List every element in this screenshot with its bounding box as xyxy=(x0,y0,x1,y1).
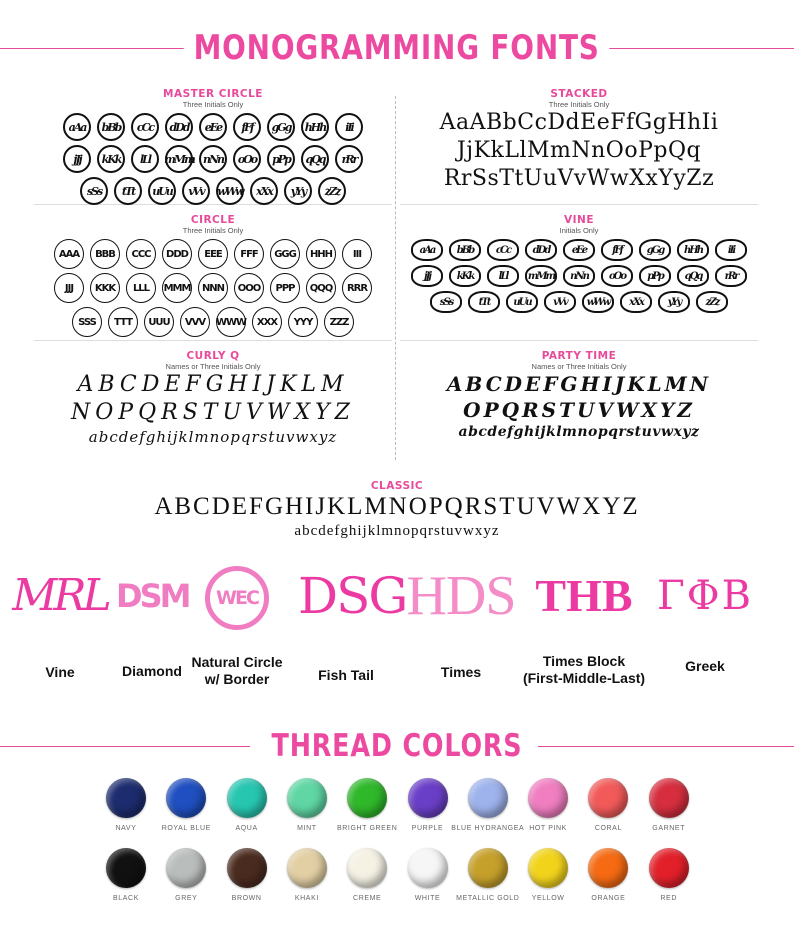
thread-swatch-coral xyxy=(578,778,638,832)
thread-spool-icon xyxy=(166,848,206,888)
thread-swatch-aqua xyxy=(217,778,277,832)
monogram-sample: cCc xyxy=(131,113,159,141)
thread-swatch-white xyxy=(398,848,458,902)
thread-spool-icon xyxy=(408,778,448,818)
monogram-sample: iIi xyxy=(715,239,747,261)
alphabet-row: AaABbCcDdEeFfGgHhIi xyxy=(439,110,719,135)
monogram-sample: ZZZ xyxy=(324,307,354,337)
thread-swatch-metallic-gold xyxy=(458,848,518,902)
monogram-sample: zZz xyxy=(696,291,728,313)
font-subtitle: Three Initials Only xyxy=(182,100,244,109)
font-master-circle xyxy=(34,88,392,205)
sample-art: ΓΦΒ xyxy=(657,573,753,619)
thread-color-name: ORANGE xyxy=(591,895,626,902)
monogram-sample: oOo xyxy=(601,265,633,287)
monogram-sample: tTt xyxy=(114,177,142,205)
alphabet-row: JjKkLlMmNnOoPpQq xyxy=(456,138,702,163)
monogram-sample: lLl xyxy=(487,265,519,287)
grid-vertical-divider xyxy=(395,96,396,460)
thread-spool-icon xyxy=(468,778,508,818)
monogram-sample: gGg xyxy=(267,113,295,141)
thread-swatch-creme xyxy=(337,848,397,902)
font-title: STACKED xyxy=(550,88,608,100)
thread-color-name: CORAL xyxy=(594,825,622,832)
monogram-sample: UUU xyxy=(144,307,174,337)
monogram-sample: nNn xyxy=(199,145,227,173)
monogram-sample: QQQ xyxy=(306,273,336,303)
grid-divider xyxy=(400,340,758,341)
thread-colors-title: THREAD COLORS xyxy=(262,726,533,766)
monogram-sample: sSs xyxy=(430,291,462,313)
thread-swatch-black xyxy=(96,848,156,902)
thread-spool-icon xyxy=(347,778,387,818)
thread-color-name: GREY xyxy=(175,895,198,902)
font-title: PARTY TIME xyxy=(541,350,617,362)
thread-color-name: WHITE xyxy=(414,895,441,902)
classic-lowercase: abcdefghijklmnopqrstuvwxyz xyxy=(294,523,500,539)
monogram-sample: pPp xyxy=(267,145,295,173)
monogram-sample: NNN xyxy=(198,273,228,303)
thread-spool-icon xyxy=(227,848,267,888)
monogram-sample: xXx xyxy=(250,177,278,205)
monogram-sample: rRr xyxy=(715,265,747,287)
font-subtitle: Names or Three Initials Only xyxy=(531,362,627,371)
sample-art: DSG xyxy=(298,567,407,625)
thread-swatch-royal-blue xyxy=(156,778,216,832)
monogram-sample: iIi xyxy=(335,113,363,141)
thread-color-name: KHAKI xyxy=(294,895,319,902)
monogram-sample: sSs xyxy=(80,177,108,205)
alphabet-row: abcdefghijklmnopqrstuvwxyz xyxy=(458,424,700,440)
header-rule-left xyxy=(0,746,250,747)
monogram-sample: eEe xyxy=(199,113,227,141)
font-title: CURLY Q xyxy=(186,350,240,362)
thread-spool-icon xyxy=(227,778,267,818)
font-title: MASTER CIRCLE xyxy=(163,88,263,100)
monogram-sample: CCC xyxy=(126,239,156,269)
monogram-sample: kKk xyxy=(97,145,125,173)
thread-swatch-orange xyxy=(578,848,638,902)
thread-swatch-hot-pink xyxy=(518,778,578,832)
thread-swatch-purple xyxy=(398,778,458,832)
sample-times xyxy=(402,560,520,680)
grid-divider xyxy=(400,204,758,205)
sample-fish-tail xyxy=(298,560,407,683)
monogram-sample: yYy xyxy=(284,177,312,205)
thread-swatch-red xyxy=(639,848,699,902)
monogram-sample: VVV xyxy=(180,307,210,337)
thread-swatch-brown xyxy=(217,848,277,902)
monogram-sample: fFf xyxy=(601,239,633,261)
font-grid xyxy=(34,88,764,460)
thread-spool-icon xyxy=(588,848,628,888)
thread-color-name: RED xyxy=(660,895,677,902)
monogram-sample: lLl xyxy=(131,145,159,173)
thread-colors-header xyxy=(0,726,794,766)
monogram-sample: KKK xyxy=(90,273,120,303)
thread-swatch-navy xyxy=(96,778,156,832)
alphabet-row: RrSsTtUuVvWwXxYyZz xyxy=(443,166,715,191)
thread-spool-icon xyxy=(649,778,689,818)
thread-spool-icon xyxy=(528,848,568,888)
monogram-sample: tTt xyxy=(468,291,500,313)
thread-swatch-bright-green xyxy=(337,778,397,832)
monogram-sample: BBB xyxy=(90,239,120,269)
circle-samples xyxy=(34,239,392,337)
thread-color-name: ROYAL BLUE xyxy=(161,825,211,832)
font-classic xyxy=(0,480,794,540)
sample-natural-circle xyxy=(191,566,283,687)
font-title: CLASSIC xyxy=(370,480,424,492)
thread-swatch-mint xyxy=(277,778,337,832)
monogram-sample: GGG xyxy=(270,239,300,269)
sample-vine xyxy=(10,560,110,680)
monogram-sample: dDd xyxy=(165,113,193,141)
font-stacked xyxy=(400,88,758,193)
monogram-sample: OOO xyxy=(234,273,264,303)
monogram-sample: AAA xyxy=(54,239,84,269)
monogram-sample: vVv xyxy=(182,177,210,205)
sample-art: MRL xyxy=(12,570,108,621)
thread-color-name: BRIGHT GREEN xyxy=(337,825,398,832)
font-subtitle: Initials Only xyxy=(559,226,599,235)
master-circle-samples xyxy=(34,113,392,205)
monogram-row xyxy=(34,307,392,337)
thread-color-name: PURPLE xyxy=(411,825,444,832)
monogram-sample: SSS xyxy=(72,307,102,337)
sample-label: Natural Circle w/ Border xyxy=(191,654,283,687)
monogram-sample: nNn xyxy=(563,265,595,287)
monogram-sample: JJJ xyxy=(54,273,84,303)
monogram-row xyxy=(400,265,758,287)
thread-color-name: BROWN xyxy=(231,895,262,902)
monogram-sample: bBb xyxy=(97,113,125,141)
font-title: VINE xyxy=(564,214,594,226)
alphabet-row: NOPQRSTUVWXYZ xyxy=(71,400,355,425)
monogram-sample: RRR xyxy=(342,273,372,303)
thread-swatch-garnet xyxy=(639,778,699,832)
monogram-row xyxy=(34,145,392,173)
alphabet-row: abcdefghijklmnopqrstuvwxyz xyxy=(88,428,338,446)
sample-art: DSM xyxy=(116,577,189,615)
monogram-sample: FFF xyxy=(234,239,264,269)
alphabet-row: OPQRSTUVWXYZ xyxy=(463,398,695,422)
monogram-row xyxy=(34,239,392,269)
thread-color-name: BLACK xyxy=(113,895,139,902)
monogram-sample: YYY xyxy=(288,307,318,337)
sample-times-block xyxy=(522,560,646,686)
sample-art: HDS xyxy=(406,565,516,627)
sample-art: WEC xyxy=(216,587,258,609)
monogram-sample: aAa xyxy=(411,239,443,261)
sample-greek xyxy=(650,560,760,674)
font-party-time xyxy=(400,350,758,441)
monogram-sample: WWW xyxy=(216,307,246,337)
sample-label: Diamond xyxy=(122,663,182,679)
font-circle xyxy=(34,214,392,337)
font-subtitle: Three Initials Only xyxy=(548,100,610,109)
monogram-row xyxy=(400,291,758,313)
monogram-sample: vVv xyxy=(544,291,576,313)
sample-label: Times xyxy=(440,664,482,680)
sample-label: Greek xyxy=(685,658,725,674)
sample-label: Fish Tail xyxy=(318,667,374,683)
font-vine xyxy=(400,214,758,313)
thread-color-name: YELLOW xyxy=(531,895,565,902)
sample-label: Vine xyxy=(45,664,75,680)
monogramming-fonts-header xyxy=(0,26,794,70)
monogram-sample: uUu xyxy=(506,291,538,313)
monogram-sample: kKk xyxy=(449,265,481,287)
monogram-sample: mMm xyxy=(525,265,557,287)
classic-uppercase: ABCDEFGHIJKLMNOPQRSTUVWXYZ xyxy=(154,493,640,520)
thread-color-name: BLUE HYDRANGEA xyxy=(451,825,525,832)
monogram-row xyxy=(34,273,392,303)
monogram-sample: jJj xyxy=(63,145,91,173)
monogram-sample: hHh xyxy=(301,113,329,141)
thread-color-name: CREME xyxy=(353,895,382,902)
thread-spool-icon xyxy=(166,778,206,818)
monogram-sample: EEE xyxy=(198,239,228,269)
thread-spool-icon xyxy=(347,848,387,888)
monogram-sample: DDD xyxy=(162,239,192,269)
monogram-sample: hHh xyxy=(677,239,709,261)
thread-color-name: AQUA xyxy=(235,825,258,832)
sample-label: Times Block (First-Middle-Last) xyxy=(522,653,646,686)
monogram-sample: jJj xyxy=(411,265,443,287)
monogram-sample: fFf xyxy=(233,113,261,141)
thread-swatch-khaki xyxy=(277,848,337,902)
monogram-sample: xXx xyxy=(620,291,652,313)
thread-swatch-yellow xyxy=(518,848,578,902)
monogram-sample: mMm xyxy=(165,145,193,173)
sample-diamond xyxy=(116,560,189,679)
monogram-sample: HHH xyxy=(306,239,336,269)
grid-divider xyxy=(34,340,392,341)
thread-swatch-blue-hydrangea xyxy=(451,778,525,832)
monogram-sample: PPP xyxy=(270,273,300,303)
monogram-sample: MMM xyxy=(162,273,192,303)
monogram-sample: aAa xyxy=(63,113,91,141)
monogram-sample: yYy xyxy=(658,291,690,313)
monogram-sample: oOo xyxy=(233,145,261,173)
thread-color-name: HOT PINK xyxy=(529,825,567,832)
thread-spool-icon xyxy=(468,848,508,888)
monogram-sample: bBb xyxy=(449,239,481,261)
alphabet-row: ABCDEFGHIJKLMN xyxy=(446,372,712,396)
vine-samples xyxy=(400,239,758,313)
circle-border xyxy=(205,566,269,630)
font-subtitle: Names or Three Initials Only xyxy=(165,362,261,371)
monogram-row xyxy=(34,177,392,205)
font-curly-q xyxy=(34,350,392,447)
thread-spool-icon xyxy=(106,848,146,888)
monogram-sample: wWw xyxy=(582,291,614,313)
monogram-sample: XXX xyxy=(252,307,282,337)
monogram-sample: LLL xyxy=(126,273,156,303)
monogram-sample: cCc xyxy=(487,239,519,261)
monogram-sample: III xyxy=(342,239,372,269)
thread-spool-icon xyxy=(408,848,448,888)
alphabet-row: ABCDEFGHIJKLM xyxy=(77,372,349,397)
monogram-sample: qQq xyxy=(301,145,329,173)
monogram-sample: gGg xyxy=(639,239,671,261)
monogram-sample: TTT xyxy=(108,307,138,337)
thread-color-name: MINT xyxy=(297,825,317,832)
thread-swatch-grey xyxy=(156,848,216,902)
monogram-samples xyxy=(0,560,794,710)
monogram-sample: qQq xyxy=(677,265,709,287)
font-subtitle: Three Initials Only xyxy=(182,226,244,235)
thread-spool-icon xyxy=(287,778,327,818)
thread-color-name: METALLIC GOLD xyxy=(456,895,520,902)
thread-spool-icon xyxy=(649,848,689,888)
thread-spool-icon xyxy=(106,778,146,818)
monogram-sample: rRr xyxy=(335,145,363,173)
thread-spool-icon xyxy=(287,848,327,888)
sample-art: THB xyxy=(535,570,633,621)
monogram-row xyxy=(400,239,758,261)
thread-color-name: NAVY xyxy=(115,825,137,832)
monogram-sample: wWw xyxy=(216,177,244,205)
page-title: MONOGRAMMING FONTS xyxy=(184,26,610,70)
monogram-sample: eEe xyxy=(563,239,595,261)
font-title: CIRCLE xyxy=(190,214,236,226)
monogram-row xyxy=(34,113,392,141)
monogram-sample: zZz xyxy=(318,177,346,205)
monogram-sample: dDd xyxy=(525,239,557,261)
monogram-sample: pPp xyxy=(639,265,671,287)
thread-color-name: GARNET xyxy=(652,825,686,832)
thread-spool-icon xyxy=(588,778,628,818)
header-rule-right xyxy=(538,746,794,747)
thread-spool-icon xyxy=(528,778,568,818)
monogram-sample: uUu xyxy=(148,177,176,205)
